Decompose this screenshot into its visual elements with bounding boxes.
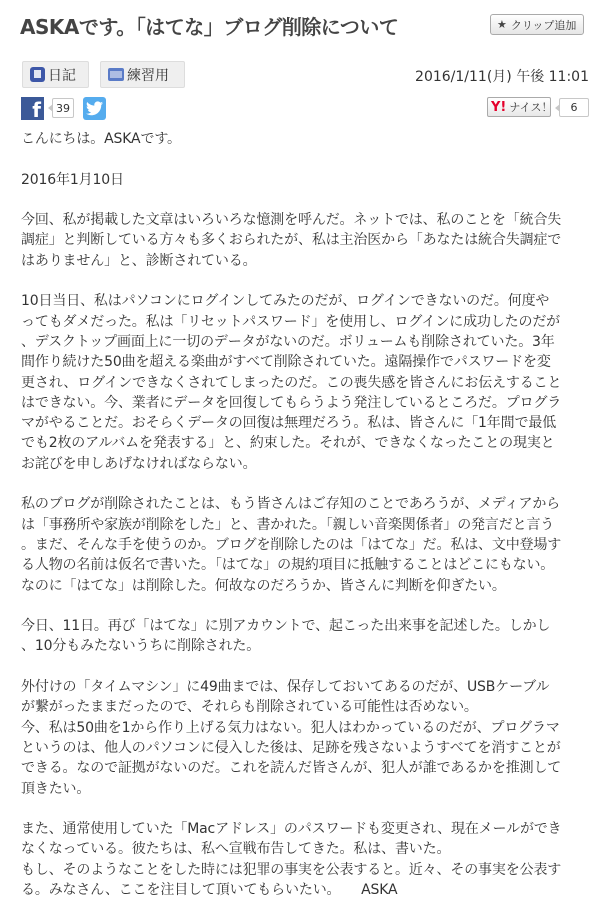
folder-icon xyxy=(108,68,124,81)
body-line: なくなっている。彼たちは、私へ宣戦布告してきた。私は、書いた。 xyxy=(21,841,451,858)
body-line: 外付けの「タイムマシン」に49曲までは、保存しておいてあるのだが、USBケーブル xyxy=(21,679,550,696)
body-line: 2016年1月10日 xyxy=(21,171,124,188)
paragraph-gap xyxy=(21,474,596,494)
star-icon: ★ xyxy=(497,18,507,31)
nice-count: 6 xyxy=(559,98,589,117)
paragraph-gap xyxy=(21,149,596,169)
twitter-bird-icon xyxy=(86,101,103,116)
post-date: 2016/1/11(月) 午後 11:01 xyxy=(415,69,589,85)
body-line: 調症」と判断している方々も多くおられたが、私は主治医から「あなたは統合失調症で xyxy=(21,232,562,249)
body-line: 間作り続けた50曲を超える楽曲がすべて削除されていた。遠隔操作でパスワードを変 xyxy=(21,354,551,371)
paragraph-gap xyxy=(21,190,596,210)
body-line: 今、私は50曲を1から作り上げる気力はない。犯人はわかっているのだが、プログラマ xyxy=(21,719,560,736)
body-line: 、10分もみたないうちに削除された。 xyxy=(21,638,261,655)
body-line: はできない。今、業者にデータを回復してもらうよう発注しているところだ。プログラ xyxy=(21,394,562,411)
body-line: はありません」と、診断されている。 xyxy=(21,252,257,269)
body-line: できる。なので証拠がないのだ。これを読んだ皆さんが、犯人が誰であるかを推測して xyxy=(21,760,562,777)
body-line: は「事務所や家族が削除をした」と、書かれた。「親しい音楽関係者」の発言だと言う xyxy=(21,516,555,533)
post-body xyxy=(21,129,596,900)
body-line: 今日、11日。再び「はてな」に別アカウントで、起こった出来事を記述した。しかし xyxy=(21,618,551,635)
post-title: ASKAです。「はてな」ブログ削除について xyxy=(20,15,399,39)
category-practice[interactable] xyxy=(100,61,185,88)
category-practice-label: 練習用 xyxy=(127,67,169,84)
body-line: る人物の名前は仮名で書いた。「はてな」の規約項目に抵触することはどこにもない。 xyxy=(21,557,555,574)
body-line: こんにちは。ASKAです。 xyxy=(21,131,181,147)
body-line: 更され、ログインできなくされてしまったのだ。この喪失感を皆さんにお伝えすること xyxy=(21,374,562,391)
facebook-share-icon[interactable]: f xyxy=(21,97,44,120)
body-line: 。まだ、そんな手を使うのか。ブログを削除したのは「はてな」だ。私は、文中登場す xyxy=(21,536,562,553)
clip-add-label: クリップ追加 xyxy=(510,18,577,32)
body-line: マがやることだ。おそらくデータの回復は無理だろう。私は、皆さんに「1年間で最低 xyxy=(21,415,557,432)
diary-icon xyxy=(30,67,45,82)
body-line: 私のブログが削除されたことは、もう皆さんはご存知のことであろうが、メディアから xyxy=(21,496,561,513)
category-diary-label: 日記 xyxy=(48,67,76,84)
body-line: お詫びを申しあげなければならない。 xyxy=(21,455,257,472)
body-line: る。みなさん、ここを注目して頂いてもらいたい。 ASKA xyxy=(21,881,398,898)
body-line: 今回、私が掲載した文章はいろいろな憶測を呼んだ。ネットでは、私のことを「統合失 xyxy=(21,212,562,229)
twitter-share-icon[interactable] xyxy=(83,97,106,120)
yahoo-icon: Y! xyxy=(491,99,507,115)
body-line: というのは、他人のパソコンに侵入した後は、足跡を残さないようすべてを消すことが xyxy=(21,739,561,756)
body-line: なのに「はてな」は削除した。何故なのだろうか、皆さんに判断を仰ぎたい。 xyxy=(21,577,506,594)
clip-add-button[interactable] xyxy=(490,14,584,35)
paragraph-gap xyxy=(21,799,596,819)
body-line: 頂きたい。 xyxy=(21,780,91,797)
nice-label: ナイス！ xyxy=(509,101,553,114)
category-diary[interactable] xyxy=(22,61,89,88)
body-line: また、通常使用していた「Macアドレス」のパスワードも変更され、現在メールができ xyxy=(21,821,562,838)
body-line: 10日当日、私はパソコンにログインしてみたのだが、ログインできないのだ。何度や xyxy=(21,293,550,310)
body-line: ってもダメだった。私は「リセットパスワード」を使用し、ログインに成功したのだが xyxy=(21,313,561,330)
body-line: 、デスクトップ画面上に一切のデータがないのだ。ボリュームも削除されていた。3年 xyxy=(21,333,555,350)
facebook-share-count: 39 xyxy=(52,98,74,118)
body-line: もし、そのようなことをした時には犯罪の事実を公表すると。近々、その事実を公表す xyxy=(21,861,562,878)
body-line: でも2枚のアルバムを発表する」と、約束した。それが、できなくなったことの現実と xyxy=(21,435,555,452)
paragraph-gap xyxy=(21,596,596,616)
body-line: が繋がったままだったので、それらも削除されている可能性は否めない。 xyxy=(21,699,478,716)
paragraph-gap xyxy=(21,271,596,291)
nice-button[interactable] xyxy=(487,97,551,117)
paragraph-gap xyxy=(21,657,596,677)
